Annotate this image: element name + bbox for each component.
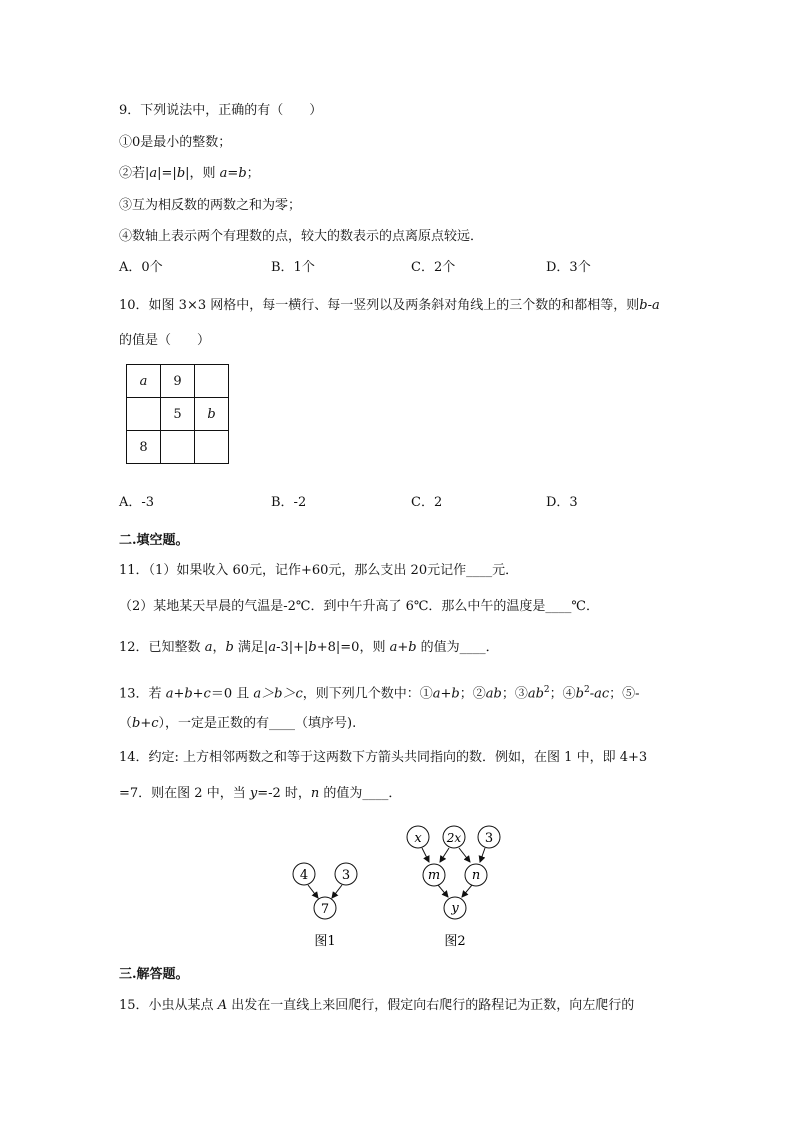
- q9-statement-4: ④数轴上表示两个有理数的点，较大的数表示的点离原点较远．: [119, 229, 484, 244]
- fig2-label-n: n: [471, 868, 481, 883]
- grid-cell: 5: [161, 398, 195, 431]
- q10-option-b: B．-2: [271, 495, 307, 510]
- q14-line2: =7．则在图 2 中，当 y=-2 时，n 的值为____．: [119, 786, 402, 801]
- q13-line2: （b+c），一定是正数的有____（填序号).: [119, 716, 357, 731]
- fig2-label-3: 3: [484, 831, 494, 846]
- q9-statement-3: ③互为相反数的两数之和为零；: [119, 198, 302, 213]
- fig1-label-top-left: 4: [299, 868, 309, 883]
- q9-option-a: A．0个: [119, 260, 163, 275]
- q10-option-a: A．-3: [119, 495, 155, 510]
- fig2-label-m: m: [427, 868, 441, 883]
- fig2-caption: 图2: [444, 934, 466, 949]
- fig2-label-x: x: [414, 831, 422, 846]
- section-fill-in-heading: 二.填空题。: [119, 533, 189, 548]
- grid-cell: 8: [127, 431, 161, 464]
- q11-part2: （2）某地某天早晨的气温是-2℃．到中午升高了 6℃．那么中午的温度是____℃．: [119, 599, 599, 614]
- fig2-arrow-2x-n: [459, 848, 470, 862]
- figure-2: [407, 826, 500, 949]
- grid-cell: [195, 365, 229, 398]
- grid-cell: a: [127, 365, 161, 398]
- q14-line1: 14．约定: 上方相邻两数之和等于这两数下方箭头共同指向的数．例如，在图 1 中，即 4+3: [119, 750, 648, 765]
- q9-stem: 9．下列说法中，正确的有（ ）: [119, 103, 323, 118]
- q9-statement-1: ①0是最小的整数；: [119, 135, 232, 150]
- magic-square-grid: [126, 364, 229, 464]
- q12: 12．已知整数 a，b 满足|a-3|+|b+8|=0，则 a+b 的值为____．: [119, 640, 499, 655]
- fig2-arrow-x-m: [422, 848, 429, 862]
- grid-cell: [127, 398, 161, 431]
- fig1-caption: 图1: [314, 934, 336, 949]
- grid-cell: [195, 431, 229, 464]
- q13-line1: 13．若 a+b+c＝0 且 a＞b＞c，则下列几个数中：①a+b；②ab；$③ab^2$；$④b^2-ac$；⑤-: [119, 685, 640, 702]
- fig2-label-2x: 2x: [446, 831, 462, 845]
- q10-stem-line1: 10．如图 3×3 网格中，每一横行、每一竖列以及两条斜对角线上的三个数的和都相等，则b-a: [119, 298, 660, 313]
- q9-option-b: B．1个: [271, 260, 315, 275]
- q10-stem-line2: 的值是（ ）: [119, 333, 211, 348]
- q11-part1: 11．（1）如果收入 60元，记作+60元，那么支出 20元记作____元．: [119, 563, 519, 578]
- fig2-label-y: y: [451, 901, 459, 916]
- q14-figures: [280, 818, 520, 958]
- figure-1: [293, 863, 357, 949]
- fig1-label-bottom: 7: [320, 902, 330, 917]
- section-solve-heading: 三.解答题。: [119, 967, 189, 982]
- fig2-arrow-2x-m: [440, 848, 449, 862]
- fig2-arrow-3-n: [480, 848, 485, 862]
- q9-statement-2: ②若|a|=|b|，则 a=b；: [119, 166, 260, 181]
- fig1-arrow-left: [308, 885, 318, 898]
- q10-option-d: D．3: [546, 495, 578, 510]
- q9-option-d: D．3个: [546, 260, 591, 275]
- q9-option-c: C．2个: [411, 260, 456, 275]
- q10-option-c: C．2: [411, 495, 443, 510]
- grid-cell: b: [195, 398, 229, 431]
- fig2-arrow-n-y: [462, 885, 472, 897]
- grid-cell: [161, 431, 195, 464]
- fig1-label-top-right: 3: [341, 868, 351, 883]
- fig2-arrow-m-y: [438, 885, 448, 897]
- q15-line1: 15．小虫从某点 A 出发在一直线上来回爬行，假定向右爬行的路程记为正数，向左爬行的: [119, 998, 635, 1013]
- grid-cell: 9: [161, 365, 195, 398]
- fig1-arrow-right: [332, 885, 342, 898]
